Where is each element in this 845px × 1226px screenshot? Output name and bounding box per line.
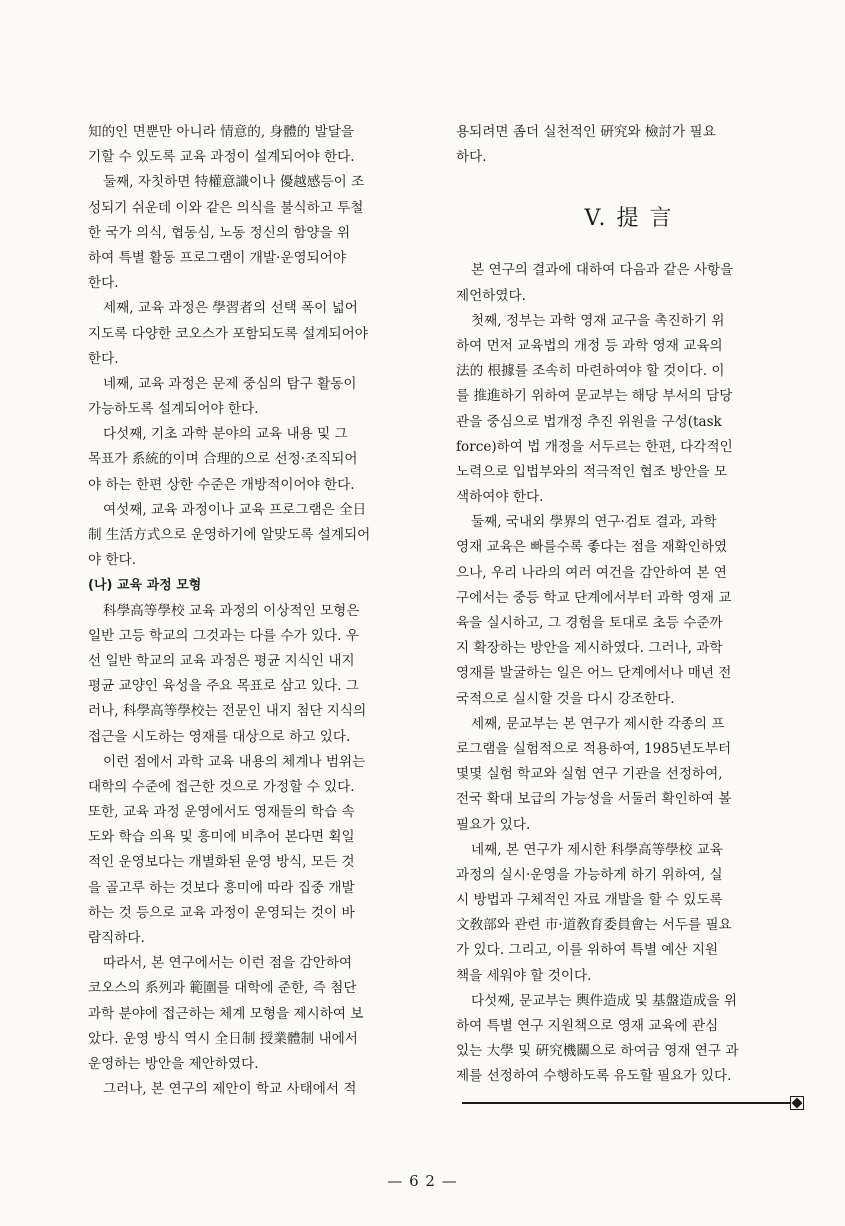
text-line: 세째, 교육 과정은 學習者의 선택 폭이 넓어 bbox=[103, 300, 358, 317]
text-line: 과학 분야에 접근하는 체계 모형을 제시하여 보 bbox=[88, 1005, 364, 1022]
text-line: 하여 특별 연구 지원책으로 영재 교육에 관심 bbox=[456, 1018, 719, 1034]
text-line: 대학의 수준에 접근한 것으로 가정할 수 있다. bbox=[88, 778, 355, 795]
text-line: 하여 특별 활동 프로그램이 개발·운영되어야 bbox=[88, 249, 346, 266]
text-line: 색하여야 한다. bbox=[456, 489, 544, 506]
left-column bbox=[88, 120, 432, 1102]
text-line: 法的 根據를 조속히 마련하여야 할 것이다. 이 bbox=[456, 363, 725, 380]
text-line: 하다. bbox=[456, 149, 487, 166]
text-line: 일반 고등 학교의 그것과는 다를 수가 있다. 우 bbox=[88, 627, 359, 644]
recommendations-body bbox=[456, 258, 802, 1089]
text-line: 知的인 면뿐만 아니라 情意的, 身體的 발달을 bbox=[88, 124, 354, 140]
text-line: 기할 수 있도록 교육 과정이 설계되어야 한다. bbox=[88, 149, 355, 166]
text-line: 몇몇 실험 학교와 실험 연구 기관을 선정하여, bbox=[456, 766, 723, 783]
text-line: 첫째, 정부는 과학 영재 교구을 촉진하기 위 bbox=[471, 312, 725, 329]
right-column bbox=[456, 120, 802, 1090]
text-line: 제언하였다. bbox=[456, 287, 526, 304]
page-number: — 6 2 — bbox=[387, 1172, 458, 1190]
text-line: 목표가 系統的이며 合理的으로 선정·조직되어 bbox=[88, 451, 358, 468]
text-line: 러나, 科學高等學校는 전문인 내지 첨단 지식의 bbox=[88, 703, 367, 720]
end-rule bbox=[462, 1102, 790, 1104]
text-line: 하는 것 등으로 교육 과정이 운영되는 것이 바 bbox=[88, 904, 355, 921]
text-line: 한다. bbox=[88, 350, 119, 367]
text-line: 전국 확대 보급의 가능성을 서둘러 확인하여 볼 bbox=[456, 791, 732, 808]
text-line: 을 골고루 하는 것보다 흥미에 따라 집중 개발 bbox=[88, 879, 355, 896]
text-line: 이런 점에서 과학 교육 내용의 체계나 범위는 bbox=[103, 753, 366, 770]
text-line: 가 있다. 그리고, 이를 위하여 특별 예산 지원 bbox=[456, 942, 719, 959]
text-line: 책을 세워야 할 것이다. bbox=[456, 967, 592, 984]
text-line: 文敎部와 관련 市·道敎育委員會는 서두를 필요 bbox=[456, 917, 732, 934]
text-line: 를 推進하기 위하여 문교부는 해당 부서의 담당 bbox=[456, 388, 733, 405]
section-title: V. 提 言 bbox=[584, 206, 674, 232]
text-line: 적인 운영보다는 개별화된 운영 방식, 모든 것 bbox=[88, 854, 355, 871]
text-line: 한 국가 의식, 협동심, 노동 정신의 함양을 위 bbox=[88, 224, 351, 241]
text-line: 본 연구의 결과에 대하여 다음과 같은 사항을 bbox=[471, 262, 734, 279]
text-line: 네째, 본 연구가 제시한 科學高等學校 교육 bbox=[471, 841, 723, 858]
text-line: 국적으로 실시할 것을 다시 강조한다. bbox=[456, 690, 675, 707]
text-line: 영재를 발굴하는 일은 어느 단계에서나 매년 전 bbox=[456, 665, 732, 682]
subheading: (나) 교육 과정 모형 bbox=[88, 578, 202, 594]
text-line: 있는 大學 및 硏究機關으로 하여금 영재 연구 과 bbox=[456, 1043, 739, 1060]
text-line: 영재 교육은 빠를수록 좋다는 점을 재확인하였 bbox=[456, 539, 728, 556]
text-line: 한다. bbox=[88, 275, 119, 292]
text-line: 그러나, 본 연구의 제안이 학교 사태에서 적 bbox=[103, 1081, 357, 1098]
text-line: 다섯째, 기초 과학 분야의 교육 내용 및 그 bbox=[103, 426, 348, 443]
text-line: 용되려면 좀더 실천적인 硏究와 檢討가 필요 bbox=[456, 124, 716, 140]
text-line: 람직하다. bbox=[88, 930, 145, 946]
text-line: 았다. 운영 방식 역시 全日制 授業體制 내에서 bbox=[88, 1030, 358, 1047]
text-line: 세째, 문교부는 본 연구가 제시한 각종의 프 bbox=[471, 715, 725, 732]
text-line: 따라서, 본 연구에서는 이런 점을 감안하여 bbox=[103, 955, 353, 972]
text-line: 필요가 있다. bbox=[456, 816, 531, 833]
text-line: 으나, 우리 나라의 여러 여건을 감안하여 본 연 bbox=[456, 564, 727, 581]
text-line: 또한, 교육 과정 운영에서도 영재들의 학습 속 bbox=[88, 804, 355, 821]
text-line: 지 확장하는 방안을 제시하였다. 그러나, 과학 bbox=[456, 640, 723, 657]
text-line: 평균 교양인 육성을 주요 목표로 삼고 있다. 그 bbox=[88, 678, 359, 695]
text-line: 야 하는 한편 상한 수준은 개방적이어야 한다. bbox=[88, 476, 355, 493]
text-line: 시 방법과 구체적인 자료 개발을 할 수 있도록 bbox=[456, 892, 723, 909]
text-line: 科學高等學校 교육 과정의 이상적인 모형은 bbox=[103, 602, 360, 619]
text-line: 성되기 쉬운데 이와 같은 의식을 불식하고 투철 bbox=[88, 199, 364, 216]
text-line: 지도록 다양한 코오스가 포함되도록 설계되어야 bbox=[88, 325, 368, 342]
text-line: 접근을 시도하는 영재를 대상으로 하고 있다. bbox=[88, 728, 351, 745]
text-line: 하여 먼저 교육법의 개정 등 과학 영재 교육의 bbox=[456, 337, 723, 354]
text-line: 관을 중심으로 법개정 추진 위원을 구성(task bbox=[456, 413, 722, 430]
text-line: 노력으로 입법부와의 적극적인 협조 방안을 모 bbox=[456, 463, 728, 480]
text-line: 육을 실시하고, 그 경험을 토대로 초등 수준까 bbox=[456, 615, 723, 631]
text-line: 구에서는 중등 학교 단계에서부터 과학 영재 교 bbox=[456, 589, 732, 606]
text-line: 운영하는 방안을 제안하였다. bbox=[88, 1055, 259, 1072]
text-line: 로그램을 실험적으로 적용하여, 1985년도부터 bbox=[456, 740, 732, 757]
text-line: force)하여 법 개정을 서두르는 한편, 다각적인 bbox=[456, 438, 733, 455]
text-line: 선 일반 학교의 교육 과정은 평균 지식인 내지 bbox=[88, 652, 355, 669]
text-line: 코오스의 系列과 範圍를 대학에 준한, 즉 첨단 bbox=[88, 980, 357, 997]
text-line: 둘째, 국내외 學界의 연구·검토 결과, 과학 bbox=[471, 514, 717, 531]
text-line: 다섯째, 문교부는 輿件造成 및 基盤造成을 위 bbox=[471, 992, 737, 1009]
text-line: 도와 학습 의욕 및 흥미에 비추어 본다면 획일 bbox=[88, 829, 355, 846]
text-line: 과정의 실시·운영을 가능하게 하기 위하여, 실 bbox=[456, 866, 723, 883]
end-diamond-icon bbox=[790, 1096, 804, 1110]
text-line: 가능하도록 설계되어야 한다. bbox=[88, 401, 259, 418]
text-line: 여섯째, 교육 과정이나 교육 프로그램은 全日 bbox=[103, 501, 367, 518]
text-line: 制 生活方式으로 운영하기에 알맞도록 설계되어 bbox=[88, 527, 371, 543]
text-line: 둘째, 자칫하면 特權意識이나 優越感등이 조 bbox=[103, 174, 365, 191]
right-column-continuation bbox=[456, 120, 802, 170]
text-line: 야 한다. bbox=[88, 552, 137, 569]
text-line: 제를 선정하여 수행하도록 유도할 필요가 있다. bbox=[456, 1068, 732, 1085]
text-line: 네째, 교육 과정은 문제 중심의 탐구 활동이 bbox=[103, 375, 357, 392]
